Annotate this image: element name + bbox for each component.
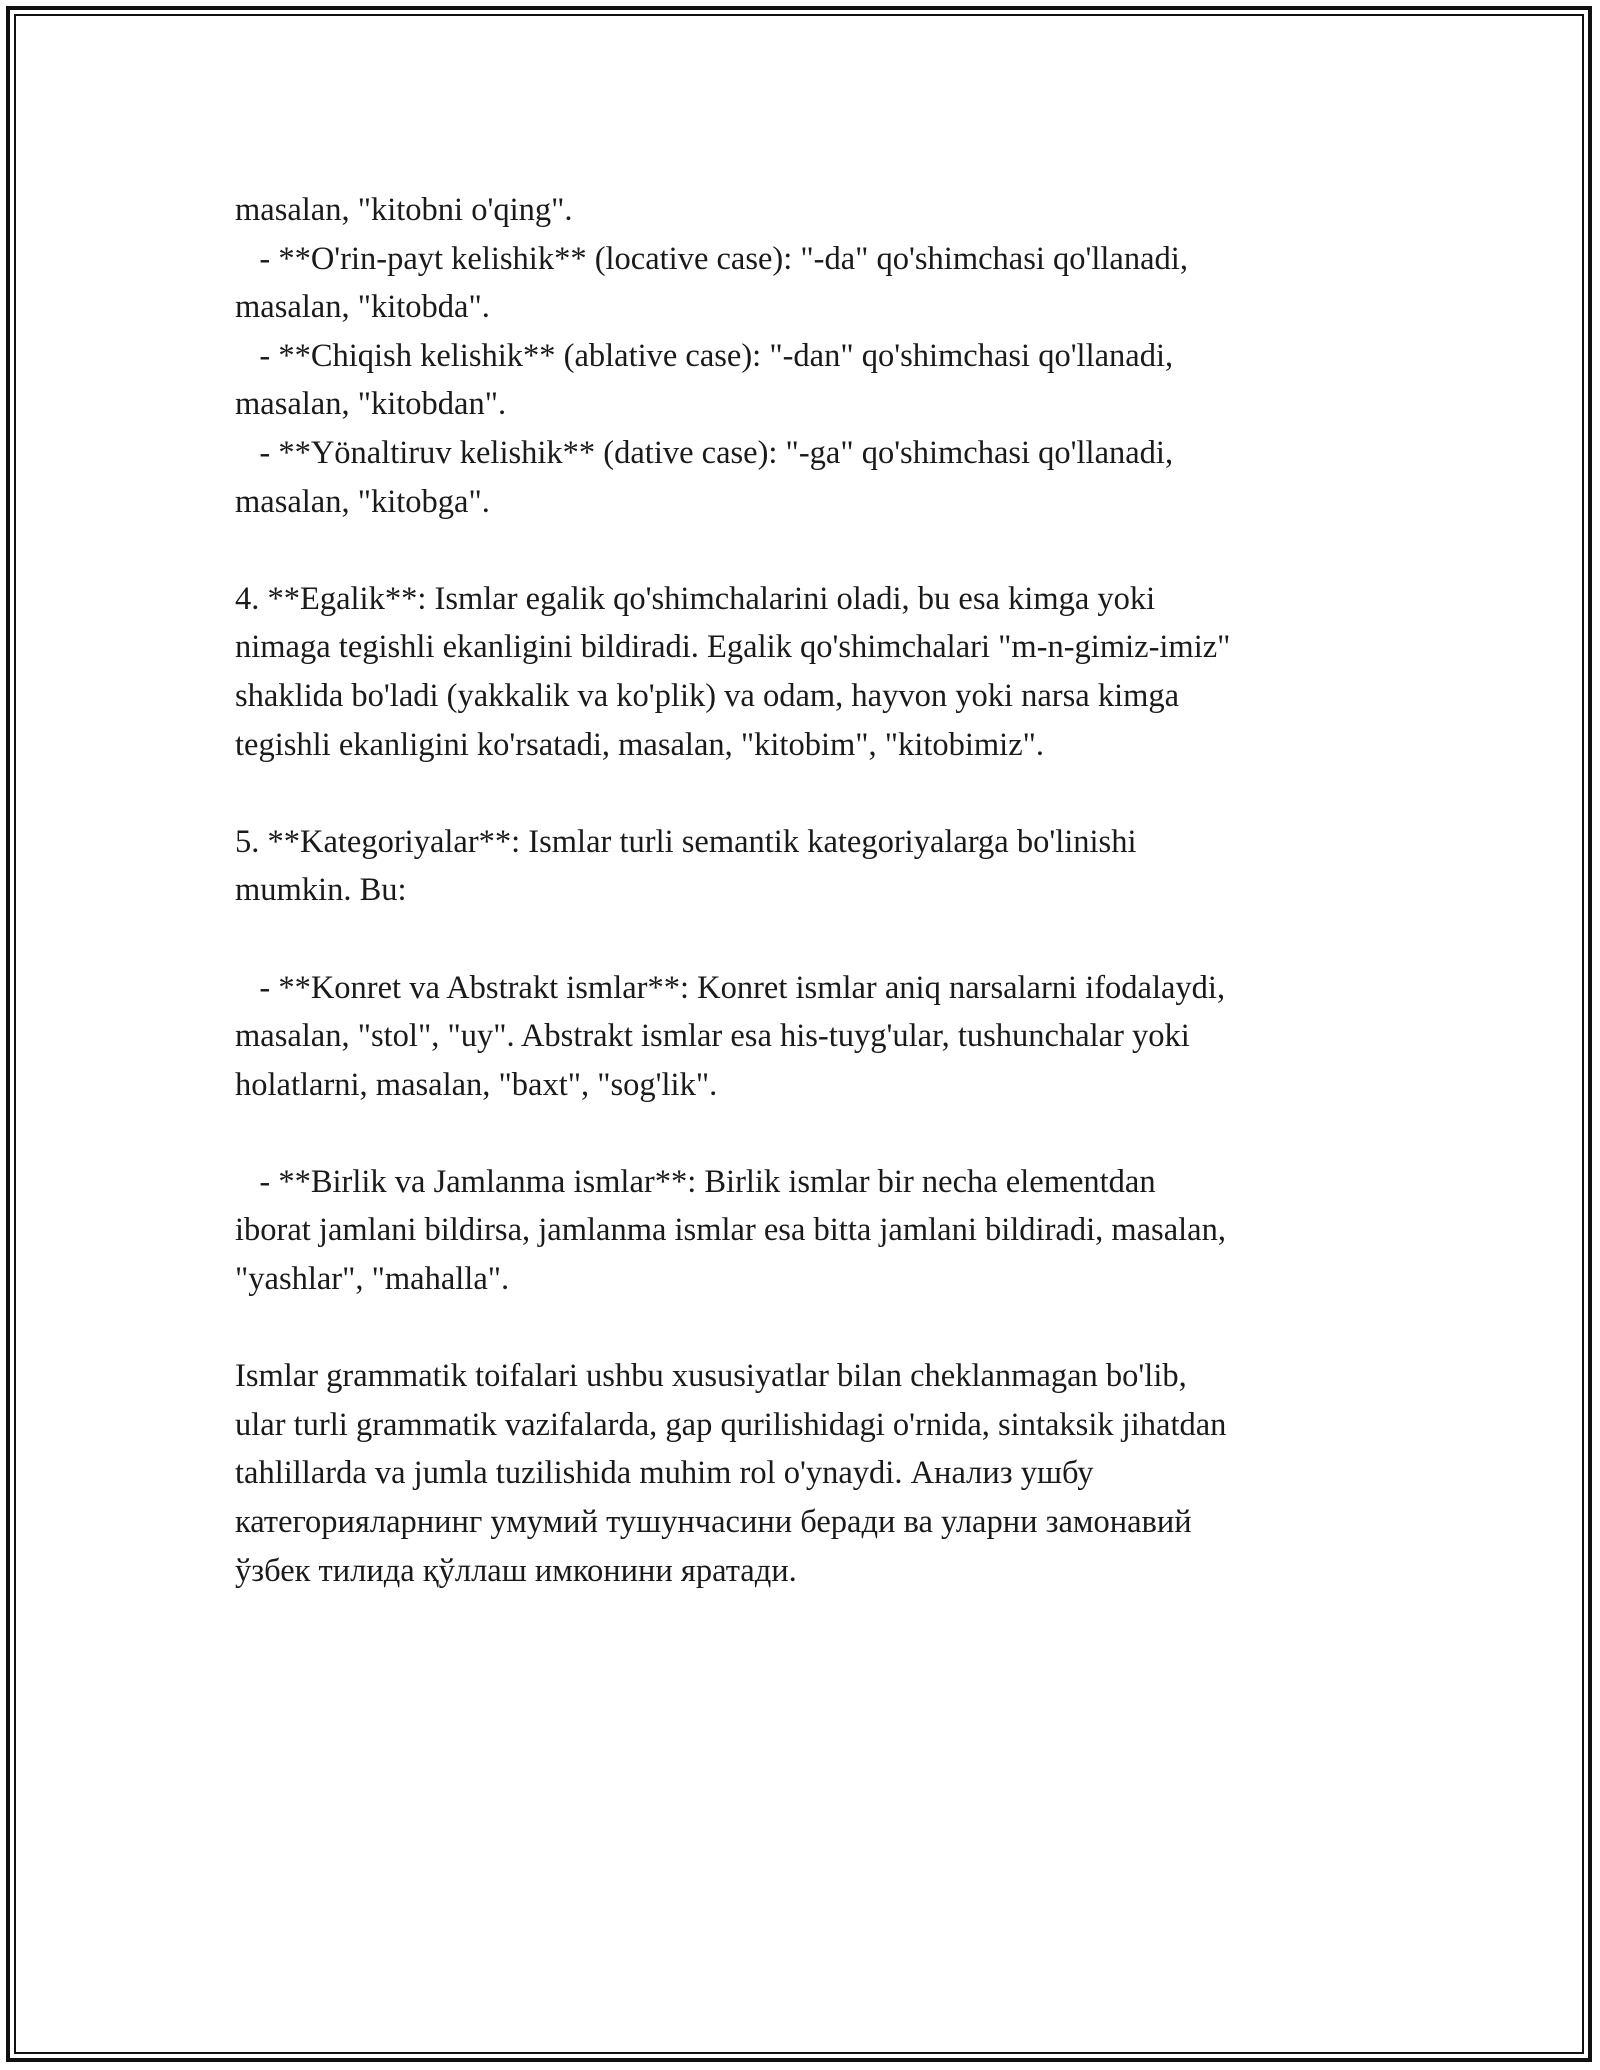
text-line: masalan, "kitobni o'qing".	[235, 192, 573, 228]
text-line: категорияларнинг умумий тушунчасини беради ва уларни замонавий	[235, 1504, 1192, 1541]
blank-line	[235, 1109, 1385, 1158]
text-line: ular turli grammatik vazifalarda, gap qurilishidagi o'rnida, sintaksik jihatdan	[235, 1406, 1227, 1443]
text-line: "yashlar", "mahalla".	[235, 1261, 510, 1298]
text-line: 5. **Kategoriyalar**: Ismlar turli semantik kategoriyalarga bo'linishi	[235, 823, 1137, 860]
blank-line	[235, 526, 1385, 575]
text-line: 4. **Egalik**: Ismlar egalik qo'shimchalarini oladi, bu esa kimga yoki	[235, 580, 1156, 617]
blank-line	[235, 915, 1385, 964]
text-line: - **Yönaltiruv kelishik** (dative case): "-ga" qo'shimchasi qo'llanadi,	[235, 434, 1174, 471]
text-line: Ismlar grammatik toifalari ushbu xususiyatlar bilan cheklanmagan bo'lib,	[235, 1358, 1187, 1395]
text-line: - **Chiqish kelishik** (ablative case): "-dan" qo'shimchasi qo'llanadi,	[235, 337, 1174, 374]
text-line: - **O'rin-payt kelishik** (locative case): "-da" qo'shimchasi qo'llanadi,	[235, 240, 1188, 277]
text-line: ўзбек тилида қўллаш имконини яратади.	[235, 1552, 797, 1589]
text-line: masalan, "kitobga".	[235, 483, 490, 520]
text-line: shaklida bo'ladi (yakkalik va ko'plik) va odam, hayvon yoki narsa kimga	[235, 677, 1180, 714]
text-line: tahlillarda va jumla tuzilishida muhim rol o'ynaydi. Анализ ушбу	[235, 1455, 1094, 1492]
text-line: tegishli ekanligini ko'rsatadi, masalan, "kitobim", "kitobimiz".	[235, 726, 1045, 763]
text-line: - **Konret va Abstrakt ismlar**: Konret ismlar aniq narsalarni ifodalaydi,	[235, 969, 1226, 1006]
text-line: - **Birlik va Jamlanma ismlar**: Birlik ismlar bir necha elementdan	[235, 1163, 1156, 1200]
document-body	[235, 186, 1385, 1595]
blank-line	[235, 769, 1385, 818]
text-line: nimaga tegishli ekanligini bildiradi. Egalik qo'shimchalari "m-n-gimiz-imiz"	[235, 629, 1231, 666]
text-line: masalan, "stol", "uy". Abstrakt ismlar esa his-tuyg'ular, tushunchalar yoki	[235, 1018, 1190, 1055]
text-line: iborat jamlani bildirsa, jamlanma ismlar esa bitta jamlani bildiradi, masalan,	[235, 1212, 1226, 1249]
blank-line	[235, 1304, 1385, 1353]
text-line: holatlarni, masalan, "baxt", "sog'lik".	[235, 1066, 718, 1103]
text-line: masalan, "kitobda".	[235, 289, 490, 326]
text-line: masalan, "kitobdan".	[235, 386, 507, 423]
text-line: mumkin. Bu:	[235, 872, 407, 909]
